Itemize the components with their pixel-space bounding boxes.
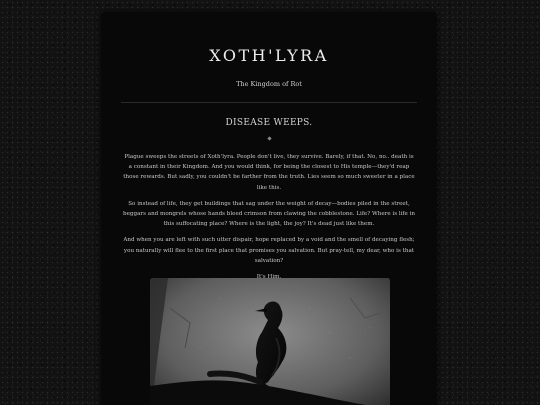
post-title: DISEASE WEEPS. [225,118,313,128]
header-divider [121,102,417,103]
content-panel [101,12,437,405]
post-paragraph: And when you are left with such utter dispair, hope replaced by a void and the smell of decaying flesh; you naturally will flee to the first place that promises you salvation. But pray-tell, my dear, who is that salvation? [123,237,415,264]
site-description: The Kingdom of Rot [236,80,302,88]
crow-photo [150,278,390,405]
diamond-icon [267,136,271,140]
post-body [123,152,415,288]
post-paragraph: So instead of life, they get buildings that sag under the weight of decay—bodies piled in the street, beggars and mongrels whose hands bleed crimson from clawing the cobblestone. Life? Where is life in this suffocating place? Where is the light, the joy? It's dead just like them. [123,200,415,228]
site-title[interactable]: XOTH'LYRA [209,46,329,65]
post-image[interactable] [150,278,390,405]
post-paragraph: Plague sweeps the streets of Xoth'lyra. People don't live, they survive. Barely, if that. No, no.. death is a constant in their Kingdom. And you would think, for being the closest to His temple—they'd reap those rewards. But sadly, you couldn't be farther from the truth. Lies seem so much sweeter in a place like this. [123,154,415,191]
